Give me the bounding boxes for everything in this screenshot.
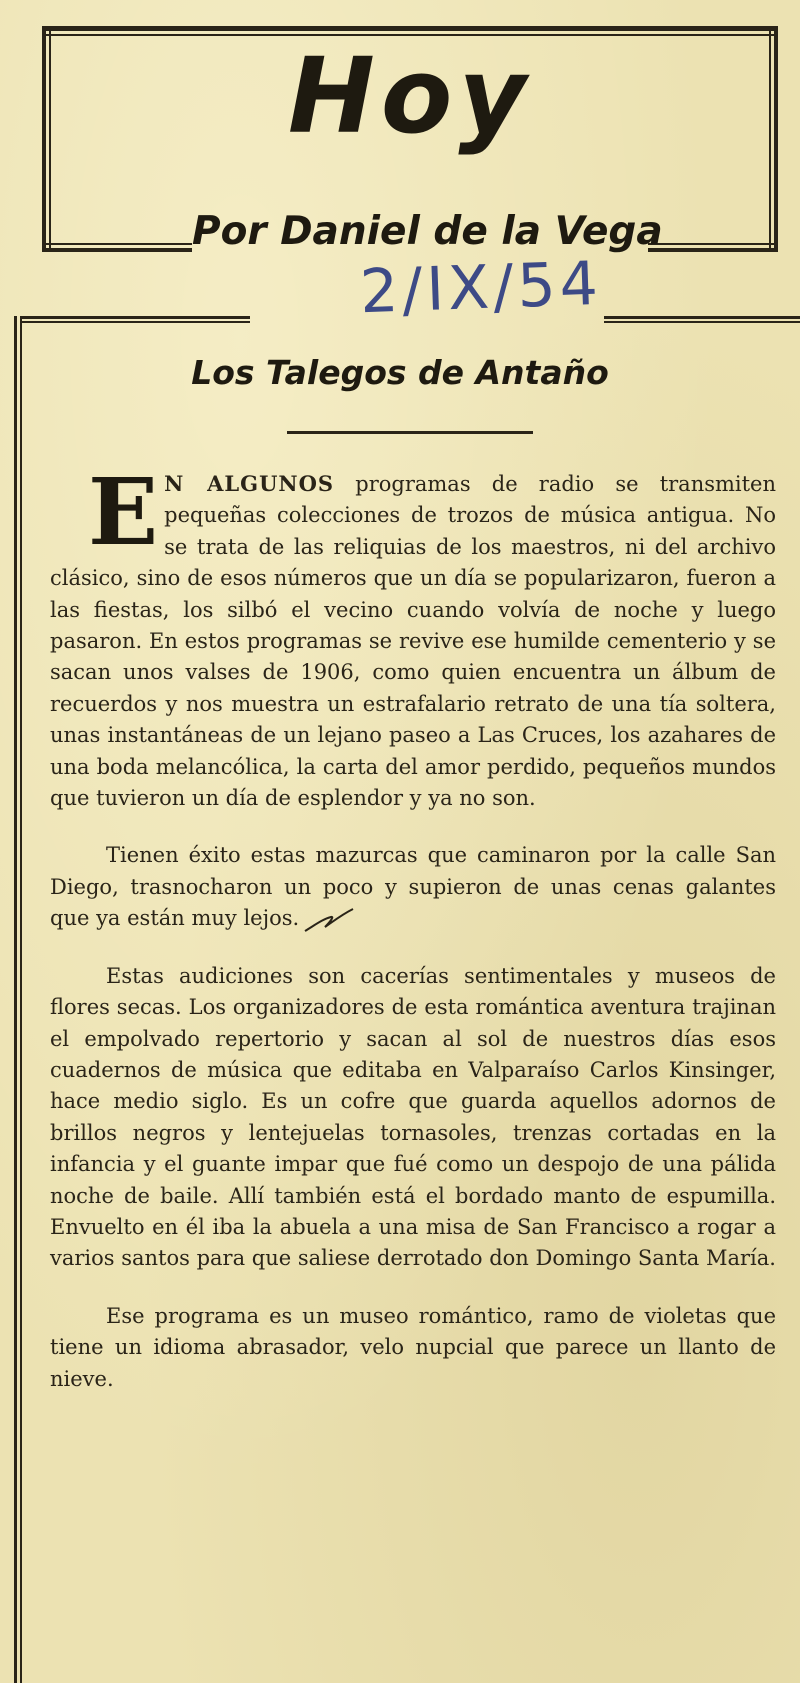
- paragraph-4-text: Ese programa es un museo romántico, ramo de violetas que tiene un idioma abrasador, velo nupcial que parece un llanto de nieve.: [50, 1303, 776, 1391]
- paragraph-2-text: Tienen éxito estas mazurcas que caminaron por la calle San Diego, trasnocharon un poco y supieron de unas cenas galantes que ya están muy lejos.: [50, 843, 776, 931]
- article-subtitle: Los Talegos de Antaño: [191, 353, 609, 392]
- column-rule-right: [604, 316, 800, 323]
- byline: Por Daniel de la Vega: [192, 209, 663, 254]
- header-frame: [42, 26, 778, 252]
- lead-caps: N ALGUNOS: [164, 471, 335, 496]
- article-body: [50, 458, 777, 1421]
- paragraph-3: [50, 961, 776, 1275]
- paragraph-1: [50, 458, 777, 814]
- paragraph-1-text: programas de radio se transmiten pequeñas colecciones de trozos de música antigua. No se trata de las reliquias de los maestros, ni del archivo clásico, sino de esos números que un día se popularizaron, fueron a las fiestas, los silbó el vecino cuando volvía de noche y luego pasaron. En estos programas se revive ese humilde cementerio y se sacan unos valses de 1906, como quien encuentra un álbum de recuerdos y nos muestra un estrafalario retrato de una tía soltera, unas instantáneas de un lejano paseo a Las Cruces, los azahares de una boda melancólica, la carta del amor perdido, pequeños mundos que tuvieron un día de esplendor y ya no son.: [50, 472, 777, 811]
- frame-bottom-left-border: [42, 243, 192, 252]
- paragraph-3-text: Estas audiciones son cacerías sentimentales y museos de flores secas. Los organizadores de esta romántica aventura trajinan el empolvado repertorio y sacan al sol de nuestros días esos cuadernos de música que editaba en Valparaíso Carlos Kinsinger, hace medio siglo. Es un cofre que guarda aquellos adornos de brillos negros y lentejuelas tornasoles, trenzas cortadas en la infancia y el guante impar que fué como un despojo de una pálida noche de baile. Allí también está el bordado manto de espumilla. Envuelto en él iba la abuela a una misa de San Francisco a rogar a varios santos para que saliese derrotado don Domingo Santa María.: [50, 963, 776, 1271]
- paragraph-2: [50, 840, 776, 934]
- subtitle-divider: [287, 431, 533, 434]
- column-title: Hoy: [287, 35, 533, 157]
- drop-cap: E: [88, 458, 159, 566]
- paragraph-4: [50, 1301, 776, 1395]
- column-rule-left: [22, 316, 250, 323]
- frame-bottom-right-border: [648, 243, 778, 252]
- handwritten-date-annotation: 2/IX/54: [358, 248, 603, 328]
- column-rule-vertical: [14, 316, 22, 1683]
- pen-mark-icon: [301, 905, 357, 935]
